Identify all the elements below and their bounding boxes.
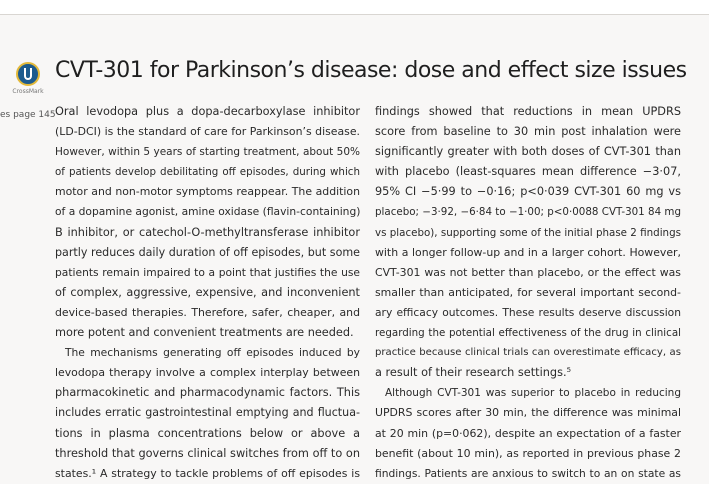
text-line: with a longer follow-up and in a larger cohort. However, xyxy=(375,245,681,259)
crossmark-label: CrossMark xyxy=(12,88,44,95)
side-page-reference[interactable]: es page 145 xyxy=(0,110,56,120)
text-line: UPDRS scores after 30 min, the difference was minimal xyxy=(375,406,681,420)
text-line: placebo; −3·92, −6·84 to −1·00; p<0·0088 CVT-301 84 mg xyxy=(375,206,681,219)
text-line: regarding the potential effectiveness of the drug in clinical xyxy=(375,327,681,340)
text-line: The mechanisms generating off episodes induced by xyxy=(65,346,360,360)
text-line: Oral levodopa plus a dopa-decarboxylase inhibitor xyxy=(55,105,360,118)
crossmark-icon xyxy=(16,62,40,86)
text-line: benefit (about 10 min), as reported in previous phase 2 xyxy=(375,446,681,460)
text-line: CVT-301 was not better than placebo, or the effect was xyxy=(375,265,681,279)
text-line: device-based therapies. Therefore, safer, cheaper, and xyxy=(55,305,360,319)
text-line: However, within 5 years of starting treatment, about 50% xyxy=(55,146,360,159)
crossmark-logo[interactable] xyxy=(12,62,44,95)
page-top-edge xyxy=(0,0,709,15)
text-line: partly reduces daily duration of off episodes, but some xyxy=(55,245,360,259)
text-line: vs placebo), supporting some of the initial phase 2 findings xyxy=(375,226,681,239)
text-line: findings showed that reductions in mean UPDRS xyxy=(375,105,681,118)
text-line: score from baseline to 30 min post inhalation were xyxy=(375,125,681,139)
text-line: practice because clinical trials can overestimate efficacy, as xyxy=(375,347,681,359)
text-line: patients remain impaired to a point that justifies the use xyxy=(55,265,360,279)
text-line: 95% CI −5·99 to −0·16; p<0·039 CVT-301 60 mg vs xyxy=(375,185,681,199)
left-text-column xyxy=(55,102,360,484)
text-line: a result of their research settings.⁵ xyxy=(375,366,572,380)
text-line: with placebo (least-squares mean difference −3·07, xyxy=(375,165,681,179)
text-line: Although CVT-301 was superior to placebo in reducing xyxy=(385,387,681,400)
text-line: of patients develop debilitating off episodes, during which xyxy=(55,166,360,179)
text-line: smaller than anticipated, for several important second- xyxy=(375,285,681,299)
text-line: significantly greater with both doses of CVT-301 than xyxy=(375,145,681,159)
text-line: ary efficacy outcomes. These results deserve discussion xyxy=(375,305,681,319)
text-line: levodopa therapy involve a complex interplay between xyxy=(55,366,360,380)
text-line: more potent and convenient treatments are needed. xyxy=(55,326,354,340)
text-line: at 20 min (p=0·062), despite an expectation of a faster xyxy=(375,426,681,440)
text-line: includes erratic gastrointestinal emptying and fluctua- xyxy=(55,406,360,420)
text-line: tions in plasma concentrations below or above a xyxy=(55,426,360,440)
text-line: motor and non-motor symptoms reappear. The addition xyxy=(55,185,360,199)
text-line: states.¹ A strategy to tackle problems of off episodes is xyxy=(55,466,360,480)
text-line: (LD-DCI) is the standard of care for Parkinson’s disease. xyxy=(55,125,360,139)
text-line: pharmacokinetic and pharmacodynamic factors. This xyxy=(55,386,360,400)
text-line: B inhibitor, or catechol-O-methyltransferase inhibitor xyxy=(55,225,360,239)
text-line: findings. Patients are anxious to switch to an on state as xyxy=(375,466,681,480)
article-title: CVT-301 for Parkinson’s disease: dose and effect size issues xyxy=(55,58,687,83)
right-text-column xyxy=(375,102,681,484)
text-line: threshold that governs clinical switches from off to on xyxy=(55,446,360,460)
text-line: of a dopamine agonist, amine oxidase (flavin-containing) xyxy=(55,205,361,219)
text-line: of complex, aggressive, expensive, and inconvenient xyxy=(55,285,360,299)
